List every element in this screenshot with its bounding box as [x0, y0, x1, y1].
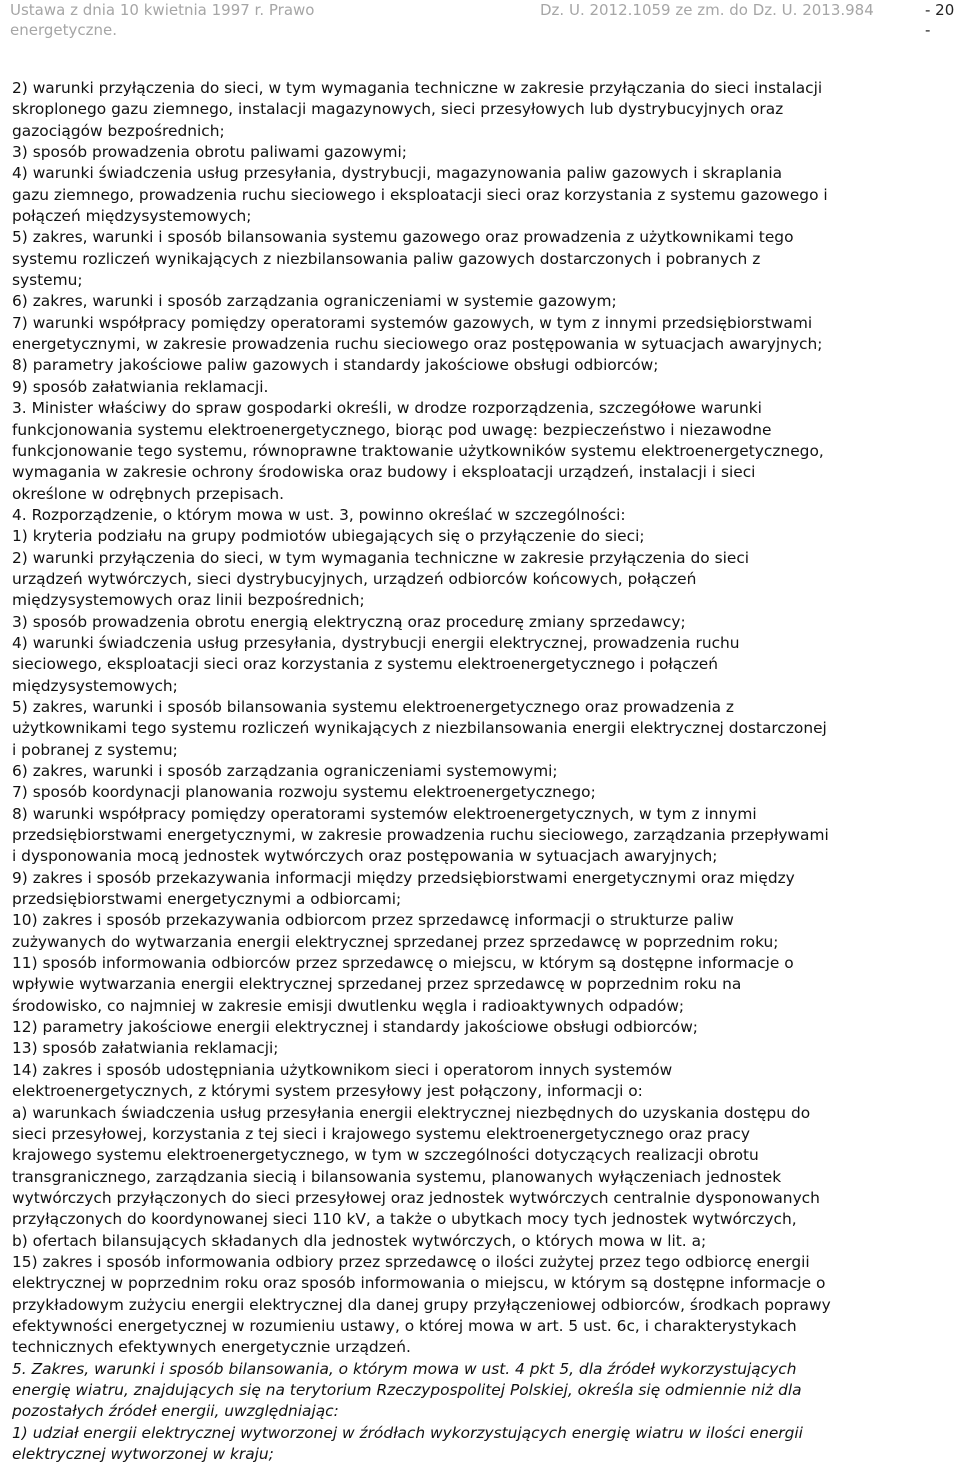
text-line: 15) zakres i sposób informowania odbiory przez sprzedawcę o ilości zużytej przez tego odbiorcę energii: [12, 1252, 810, 1271]
text-line: i pobranej z systemu;: [12, 740, 178, 759]
text-line: gazociągów bezpośrednich;: [12, 121, 225, 140]
text-line: elektroenergetycznych, z którymi system przesyłowy jest połączony, informacji o:: [12, 1082, 643, 1101]
text-line: 14) zakres i sposób udostępniania użytkownikom sieci i operatorom innych systemów: [12, 1060, 673, 1079]
text-line: funkcjonowanie tego systemu, równoprawne traktowanie użytkowników systemu elektroenergetycznego,: [12, 441, 824, 460]
header-act-title-line2: energetyczne.: [10, 21, 117, 39]
text-line: 3) sposób prowadzenia obrotu energią elektryczną oraz procedurę zmiany sprzedawcy;: [12, 612, 686, 631]
text-line: 3) sposób prowadzenia obrotu paliwami gazowymi;: [12, 143, 407, 162]
text-line: 2) warunki przyłączenia do sieci, w tym wymagania techniczne w zakresie przyłączenia do sieci: [12, 548, 750, 567]
text-line: 7) warunki współpracy pomiędzy operatorami systemów gazowych, w tym z innymi przedsiębiorstwami: [12, 313, 813, 332]
text-line: 5) zakres, warunki i sposób bilansowania systemu elektroenergetycznego oraz prowadzenia z: [12, 697, 735, 716]
text-line: przyłączonych do koordynowanej sieci 110 kV, a także o ubytkach mocy tych jednostek wytwórczych,: [12, 1210, 797, 1229]
text-line: zużywanych do wytwarzania energii elektrycznej sprzedanej przez sprzedawcę w poprzednim roku;: [12, 932, 779, 951]
document-body: [12, 78, 952, 1465]
text-line: gazu ziemnego, prowadzenia ruchu sieciowego i eksploatacji sieci oraz korzystania z systemu gazowego i: [12, 185, 828, 204]
text-line: określone w odrębnych przepisach.: [12, 484, 285, 503]
text-line: 8) warunki współpracy pomiędzy operatorami systemów elektroenergetycznych, w tym z innymi: [12, 804, 757, 823]
text-line: wpływie wytwarzania energii elektrycznej sprzedanej przez sprzedawcę w poprzednim roku na: [12, 975, 742, 994]
italic-text-line: elektrycznej wytworzonej w kraju;: [12, 1445, 274, 1463]
text-line: środowisko, co najmniej w zakresie emisji dwutlenku węgla i radioaktywnych odpadów;: [12, 996, 685, 1015]
text-line: 9) sposób załatwiania reklamacji.: [12, 377, 269, 396]
text-line: 4) warunki świadczenia usług przesyłania, dystrybucji, magazynowania paliw gazowych i skraplania: [12, 164, 783, 183]
text-line: 4. Rozporządzenie, o którym mowa w ust. 3, powinno określać w szczególności:: [12, 505, 626, 524]
page-number-dash: -: [925, 21, 931, 39]
text-line: energetycznymi, w zakresie prowadzenia ruchu sieciowego oraz postępowania w sytuacjach awaryjnych;: [12, 335, 823, 354]
text-line: b) ofertach bilansujących składanych dla jednostek wytwórczych, o których mowa w lit. a;: [12, 1231, 707, 1250]
text-line: systemu rozliczeń wynikających z niezbilansowania paliw gazowych dostarczonych i pobranych z: [12, 249, 761, 268]
text-line: 5) zakres, warunki i sposób bilansowania systemu gazowego oraz prowadzenia z użytkownikami tego: [12, 228, 794, 247]
text-line: technicznych efektywnych energetycznie urządzeń.: [12, 1338, 411, 1357]
italic-text-line: 1) udział energii elektrycznej wytworzonej w źródłach wykorzystujących energię wiatru w ilości energii: [12, 1423, 803, 1442]
text-line: urządzeń wytwórczych, sieci dystrybucyjnych, urządzeń odbiorców końcowych, połączeń: [12, 569, 697, 588]
text-line: użytkownikami tego systemu rozliczeń wynikających z niezbilansowania energii elektrycznej dostarczonej: [12, 719, 827, 738]
header-act-title: [10, 0, 314, 40]
text-line: 4) warunki świadczenia usług przesyłania, dystrybucji energii elektrycznej, prowadzenia ruchu: [12, 633, 740, 652]
text-line: połączeń międzysystemowych;: [12, 207, 252, 226]
header-journal-reference: Dz. U. 2012.1059 ze zm. do Dz. U. 2013.984: [540, 1, 874, 19]
header-act-title-line1: Ustawa z dnia 10 kwietnia 1997 r. Prawo: [10, 1, 315, 19]
text-line: elektrycznej w poprzednim roku oraz sposób informowania o miejscu, w którym są dostępne informacje o: [12, 1274, 826, 1293]
page-number: [925, 0, 954, 40]
text-line: 2) warunki przyłączenia do sieci, w tym wymagania techniczne w zakresie przyłączania do sieci instalacji: [12, 79, 823, 97]
text-line: międzysystemowych;: [12, 676, 178, 695]
text-line: przedsiębiorstwami energetycznymi a odbiorcami;: [12, 890, 402, 909]
text-line: systemu;: [12, 271, 83, 290]
text-line: skroplonego gazu ziemnego, instalacji magazynowych, sieci przesyłowych lub dystrybucyjnych oraz: [12, 100, 784, 119]
text-line: sieciowego, eksploatacji sieci oraz korzystania z systemu elektroenergetycznego i połączeń: [12, 655, 718, 674]
text-line: efektywności energetycznej w rozumieniu ustawy, o której mowa w art. 5 ust. 6c, i charakterystykach: [12, 1316, 797, 1335]
text-line: przedsiębiorstwami energetycznymi, w zakresie prowadzenia ruchu sieciowego, zarządzania przepływami: [12, 826, 829, 845]
text-line: funkcjonowania systemu elektroenergetycznego, biorąc pod uwagę: bezpieczeństwo i niezawodne: [12, 420, 772, 439]
text-line: wytwórczych przyłączonych do sieci przesyłowej oraz jednostek wytwórczych centralnie dysponowanych: [12, 1188, 820, 1207]
page-number-value: - 20: [925, 1, 955, 19]
text-line: 3. Minister właściwy do spraw gospodarki określi, w drodze rozporządzenia, szczegółowe warunki: [12, 399, 762, 418]
text-line: i dysponowania mocą jednostek wytwórczych oraz postępowania w sytuacjach awaryjnych;: [12, 847, 718, 866]
text-line: a) warunkach świadczenia usług przesyłania energii elektrycznej niezbędnych do uzyskania dostępu do: [12, 1103, 811, 1122]
text-line: 6) zakres, warunki i sposób zarządzania ograniczeniami systemowymi;: [12, 762, 558, 780]
text-line: 6) zakres, warunki i sposób zarządzania ograniczeniami w systemie gazowym;: [12, 292, 617, 311]
text-line: 7) sposób koordynacji planowania rozwoju systemu elektroenergetycznego;: [12, 783, 596, 802]
text-line: 9) zakres i sposób przekazywania informacji między przedsiębiorstwami energetycznymi oraz między: [12, 868, 795, 887]
text-line: 12) parametry jakościowe energii elektrycznej i standardy jakościowe obsługi odbiorców;: [12, 1018, 698, 1037]
text-line: wymagania w zakresie ochrony środowiska oraz budowy i eksploatacji urządzeń, instalacji i sieci: [12, 463, 756, 482]
text-line: przykładowym zużyciu energii elektrycznej dla danej grupy przyłączeniowej odbiorców, środkach poprawy: [12, 1295, 831, 1314]
text-line: 10) zakres i sposób przekazywania odbiorcom przez sprzedawcę informacji o strukturze paliw: [12, 911, 734, 930]
italic-text-line: energię wiatru, znajdujących się na terytorium Rzeczypospolitej Polskiej, określa się odmiennie niż dla: [12, 1380, 802, 1399]
text-line: międzysystemowych oraz linii bezpośrednich;: [12, 591, 365, 610]
text-line: transgranicznego, zarządzania siecią i bilansowania systemu, planowanych wyłączeniach jednostek: [12, 1167, 782, 1186]
text-line: 1) kryteria podziału na grupy podmiotów ubiegających się o przyłączenie do sieci;: [12, 527, 645, 546]
italic-text-line: pozostałych źródeł energii, uwzględniając:: [12, 1402, 339, 1421]
text-line: krajowego systemu elektroenergetycznego, w tym w szczególności dotyczących realizacji obrotu: [12, 1146, 759, 1165]
text-line: 11) sposób informowania odbiorców przez sprzedawcę o miejscu, w którym są dostępne informacje o: [12, 954, 794, 973]
text-line: sieci przesyłowej, korzystania z tej sieci i krajowego systemu elektroenergetycznego oraz pracy: [12, 1124, 750, 1143]
text-line: 13) sposób załatwiania reklamacji;: [12, 1039, 279, 1058]
text-line: 8) parametry jakościowe paliw gazowych i standardy jakościowe obsługi odbiorców;: [12, 356, 659, 375]
italic-text-line: 5. Zakres, warunki i sposób bilansowania, o którym mowa w ust. 4 pkt 5, dla źródeł wykorzystujących: [12, 1359, 797, 1378]
